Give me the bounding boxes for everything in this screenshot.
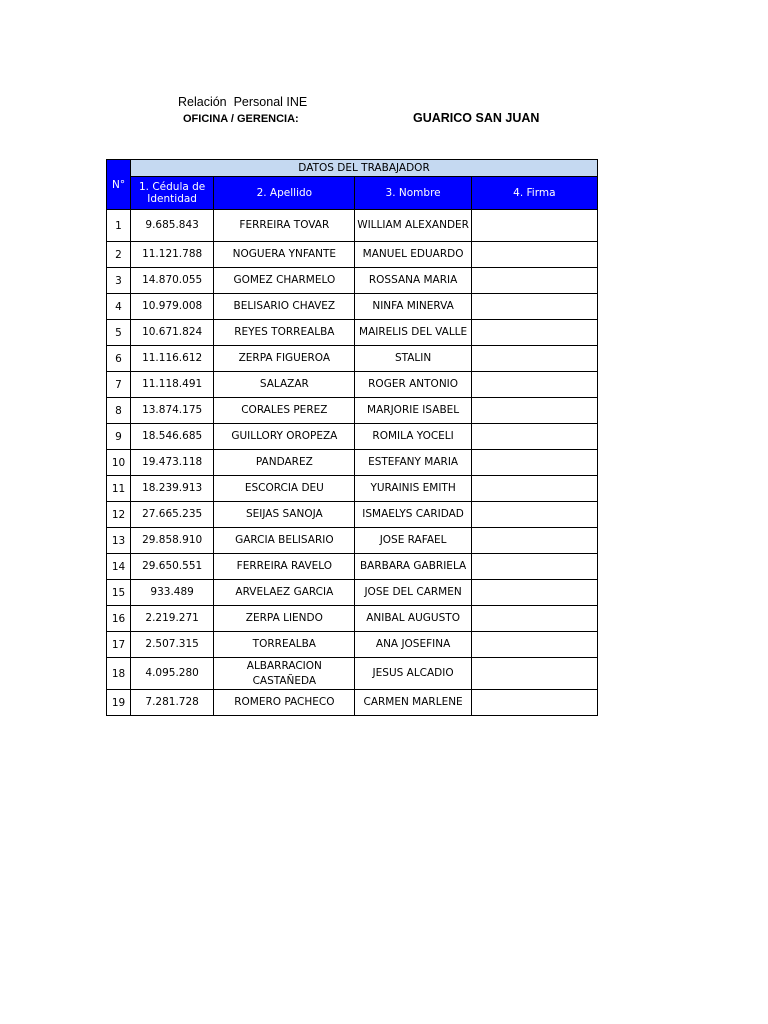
firma-cell — [471, 502, 597, 528]
table-row — [107, 606, 598, 632]
firma-cell — [471, 580, 597, 606]
cedula-cell: 29.650.551 — [131, 554, 214, 580]
row-number: 8 — [107, 398, 131, 424]
apellido-cell: ROMERO PACHECO — [214, 690, 355, 716]
apellido-cell: ARVELAEZ GARCIA — [214, 580, 355, 606]
cedula-cell: 18.546.685 — [131, 424, 214, 450]
table-row — [107, 398, 598, 424]
apellido-cell: SALAZAR — [214, 372, 355, 398]
row-number: 12 — [107, 502, 131, 528]
row-number: 13 — [107, 528, 131, 554]
table-row — [107, 346, 598, 372]
row-number: 16 — [107, 606, 131, 632]
cedula-cell: 19.473.118 — [131, 450, 214, 476]
apellido-cell: FERREIRA RAVELO — [214, 554, 355, 580]
firma-cell — [471, 242, 597, 268]
nombre-cell: ROSSANA MARIA — [355, 268, 471, 294]
apellido-cell: GARCIA BELISARIO — [214, 528, 355, 554]
table-row — [107, 372, 598, 398]
row-number: 9 — [107, 424, 131, 450]
table-row — [107, 450, 598, 476]
firma-cell — [471, 320, 597, 346]
firma-cell — [471, 554, 597, 580]
cedula-cell: 2.507.315 — [131, 632, 214, 658]
row-number: 7 — [107, 372, 131, 398]
row-number: 6 — [107, 346, 131, 372]
firma-cell — [471, 690, 597, 716]
cedula-cell: 14.870.055 — [131, 268, 214, 294]
apellido-cell: SEIJAS SANOJA — [214, 502, 355, 528]
firma-cell — [471, 398, 597, 424]
table-row — [107, 502, 598, 528]
nombre-cell: ISMAELYS CARIDAD — [355, 502, 471, 528]
nombre-cell: ROMILA YOCELI — [355, 424, 471, 450]
apellido-cell: REYES TORREALBA — [214, 320, 355, 346]
table-body — [107, 210, 598, 716]
table-row — [107, 476, 598, 502]
firma-cell — [471, 346, 597, 372]
nombre-cell: CARMEN MARLENE — [355, 690, 471, 716]
firma-cell — [471, 528, 597, 554]
cedula-cell: 10.671.824 — [131, 320, 214, 346]
nombre-cell: MARJORIE ISABEL — [355, 398, 471, 424]
row-number: 14 — [107, 554, 131, 580]
row-number: 15 — [107, 580, 131, 606]
cedula-cell: 11.116.612 — [131, 346, 214, 372]
table-row — [107, 210, 598, 242]
cedula-cell: 29.858.910 — [131, 528, 214, 554]
firma-cell — [471, 606, 597, 632]
table-row — [107, 554, 598, 580]
apellido-cell: BELISARIO CHAVEZ — [214, 294, 355, 320]
document-title: Relación Personal INE — [178, 95, 308, 109]
nombre-cell: ESTEFANY MARIA — [355, 450, 471, 476]
cedula-cell: 11.121.788 — [131, 242, 214, 268]
nombre-cell: WILLIAM ALEXANDER — [355, 210, 471, 242]
cedula-cell: 13.874.175 — [131, 398, 214, 424]
personnel-table — [106, 159, 598, 716]
apellido-cell: FERREIRA TOVAR — [214, 210, 355, 242]
row-number: 4 — [107, 294, 131, 320]
office-value: GUARICO SAN JUAN — [413, 111, 540, 125]
nombre-cell: YURAINIS EMITH — [355, 476, 471, 502]
apellido-cell: ESCORCIA DEU — [214, 476, 355, 502]
row-number: 17 — [107, 632, 131, 658]
row-number: 5 — [107, 320, 131, 346]
row-number: 1 — [107, 210, 131, 242]
table-row — [107, 690, 598, 716]
firma-cell — [471, 476, 597, 502]
firma-cell — [471, 294, 597, 320]
table-row — [107, 424, 598, 450]
table-row — [107, 658, 598, 690]
table-row — [107, 632, 598, 658]
apellido-cell: GUILLORY OROPEZA — [214, 424, 355, 450]
nombre-cell: ROGER ANTONIO — [355, 372, 471, 398]
table-row — [107, 294, 598, 320]
cedula-cell: 4.095.280 — [131, 658, 214, 690]
firma-cell — [471, 632, 597, 658]
nombre-cell: BARBARA GABRIELA — [355, 554, 471, 580]
row-number: 10 — [107, 450, 131, 476]
cedula-cell: 933.489 — [131, 580, 214, 606]
column-header-nombre: 3. Nombre — [355, 177, 471, 210]
cedula-cell: 9.685.843 — [131, 210, 214, 242]
firma-cell — [471, 210, 597, 242]
row-number: 18 — [107, 658, 131, 690]
group-header: DATOS DEL TRABAJADOR — [131, 160, 598, 177]
table-row — [107, 268, 598, 294]
apellido-cell: ALBARRACION CASTAÑEDA — [214, 658, 355, 690]
nombre-cell: ANA JOSEFINA — [355, 632, 471, 658]
apellido-cell: NOGUERA YNFANTE — [214, 242, 355, 268]
column-header-cedula: 1. Cédula de Identidad — [131, 177, 214, 210]
firma-cell — [471, 450, 597, 476]
apellido-cell: TORREALBA — [214, 632, 355, 658]
row-number: 2 — [107, 242, 131, 268]
firma-cell — [471, 658, 597, 690]
cedula-cell: 11.118.491 — [131, 372, 214, 398]
cedula-cell: 27.665.235 — [131, 502, 214, 528]
column-header-apellido: 2. Apellido — [214, 177, 355, 210]
cedula-cell: 10.979.008 — [131, 294, 214, 320]
nombre-cell: JESUS ALCADIO — [355, 658, 471, 690]
firma-cell — [471, 268, 597, 294]
nombre-cell: MANUEL EDUARDO — [355, 242, 471, 268]
apellido-cell: ZERPA FIGUEROA — [214, 346, 355, 372]
firma-cell — [471, 424, 597, 450]
row-number: 11 — [107, 476, 131, 502]
table-row — [107, 580, 598, 606]
firma-cell — [471, 372, 597, 398]
table-row — [107, 320, 598, 346]
cedula-cell: 7.281.728 — [131, 690, 214, 716]
nombre-cell: NINFA MINERVA — [355, 294, 471, 320]
nombre-cell: JOSE RAFAEL — [355, 528, 471, 554]
number-header: N° — [107, 160, 131, 210]
row-number: 3 — [107, 268, 131, 294]
apellido-cell: PANDAREZ — [214, 450, 355, 476]
nombre-cell: JOSE DEL CARMEN — [355, 580, 471, 606]
apellido-cell: GOMEZ CHARMELO — [214, 268, 355, 294]
nombre-cell: ANIBAL AUGUSTO — [355, 606, 471, 632]
row-number: 19 — [107, 690, 131, 716]
office-label: OFICINA / GERENCIA: — [183, 113, 299, 125]
nombre-cell: STALIN — [355, 346, 471, 372]
table-row — [107, 242, 598, 268]
table-row — [107, 528, 598, 554]
cedula-cell: 2.219.271 — [131, 606, 214, 632]
apellido-cell: CORALES PEREZ — [214, 398, 355, 424]
apellido-cell: ZERPA LIENDO — [214, 606, 355, 632]
cedula-cell: 18.239.913 — [131, 476, 214, 502]
column-header-firma: 4. Firma — [471, 177, 597, 210]
nombre-cell: MAIRELIS DEL VALLE — [355, 320, 471, 346]
